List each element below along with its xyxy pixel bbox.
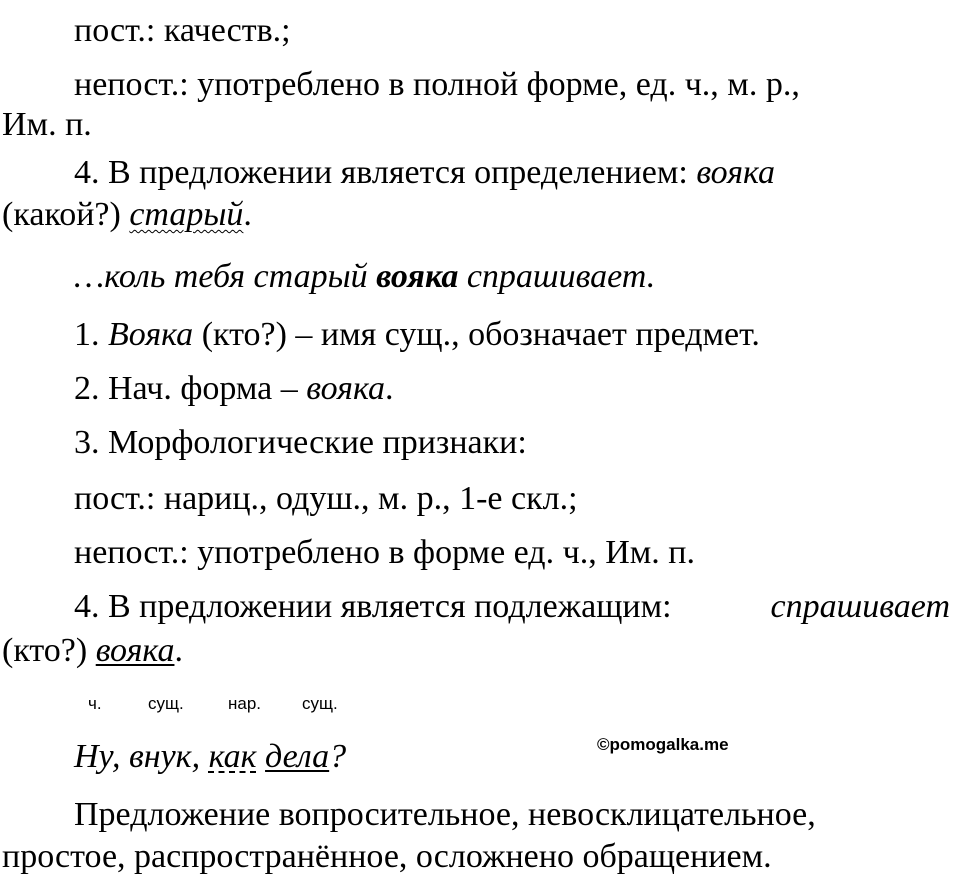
quote-text: спрашивает. [466, 258, 656, 295]
text: 2. Нач. форма – [74, 370, 298, 407]
line-nonconst-features-b [2, 106, 952, 144]
text: 1. [74, 316, 100, 353]
text: 4. В предложении является подлежащим: [74, 588, 672, 625]
question-text: (какой?) [2, 196, 121, 233]
quote-line [74, 258, 950, 296]
adverbial-word: как [208, 738, 257, 775]
line-const-features [74, 12, 950, 50]
pos-label: сущ. [302, 694, 338, 713]
attribute-word: старый [129, 196, 244, 233]
analysis-item-1 [74, 316, 950, 354]
line-nonconst-features-a [74, 66, 950, 104]
conclusion-line-b [2, 838, 952, 876]
text: . [385, 370, 394, 407]
text: простое, распространённое, осложнено обращением. [2, 838, 772, 875]
text: 3. Морфологические признаки: [74, 424, 527, 461]
analysis-item-2 [74, 370, 950, 408]
pos-label: сущ. [148, 694, 184, 713]
conclusion-line-a [74, 796, 950, 834]
analysis-item-3 [74, 424, 950, 462]
line-syntactic-role-a [74, 154, 950, 192]
example-sentence [74, 738, 950, 776]
question-text: (кто?) [2, 632, 88, 669]
subject-word: вояка [95, 632, 175, 669]
analysis-syntactic-role-a [74, 588, 950, 626]
text: непост.: употреблено в форме ед. ч., Им. п. [74, 534, 695, 571]
pos-label: ч. [88, 694, 102, 713]
pos-label: нар. [228, 694, 262, 713]
line-syntactic-role-b [2, 196, 952, 234]
text: Предложение вопросительное, невосклицательное, [74, 796, 816, 833]
text: Им. п. [2, 106, 92, 143]
text: (кто?) – имя сущ., обозначает предмет. [201, 316, 760, 353]
italic-word: Вояка [108, 316, 194, 353]
quote-text: …коль тебя старый [74, 258, 368, 295]
text: пост.: нариц., одуш., м. р., 1-е скл.; [74, 480, 578, 517]
sentence-text: ? [329, 738, 347, 775]
analysis-nonconst-features [74, 534, 950, 572]
analysis-const-features [74, 480, 950, 518]
subject-word: дела [265, 738, 330, 775]
text: непост.: употреблено в полной форме, ед. ч., м. р., [74, 66, 800, 103]
sentence-text: Ну, внук, [74, 738, 201, 775]
analysis-syntactic-role-b [2, 632, 952, 670]
italic-word: вояка [306, 370, 386, 407]
text: пост.: качеств.; [74, 12, 291, 49]
text: . [174, 632, 183, 669]
watermark: ©pomogalka.me [597, 735, 729, 754]
italic-word: спрашивает [770, 588, 950, 625]
text: 4. В предложении является определением: [74, 154, 688, 191]
italic-word: вояка [696, 154, 776, 191]
quote-bold-word: вояка [376, 258, 459, 295]
text: . [243, 196, 252, 233]
